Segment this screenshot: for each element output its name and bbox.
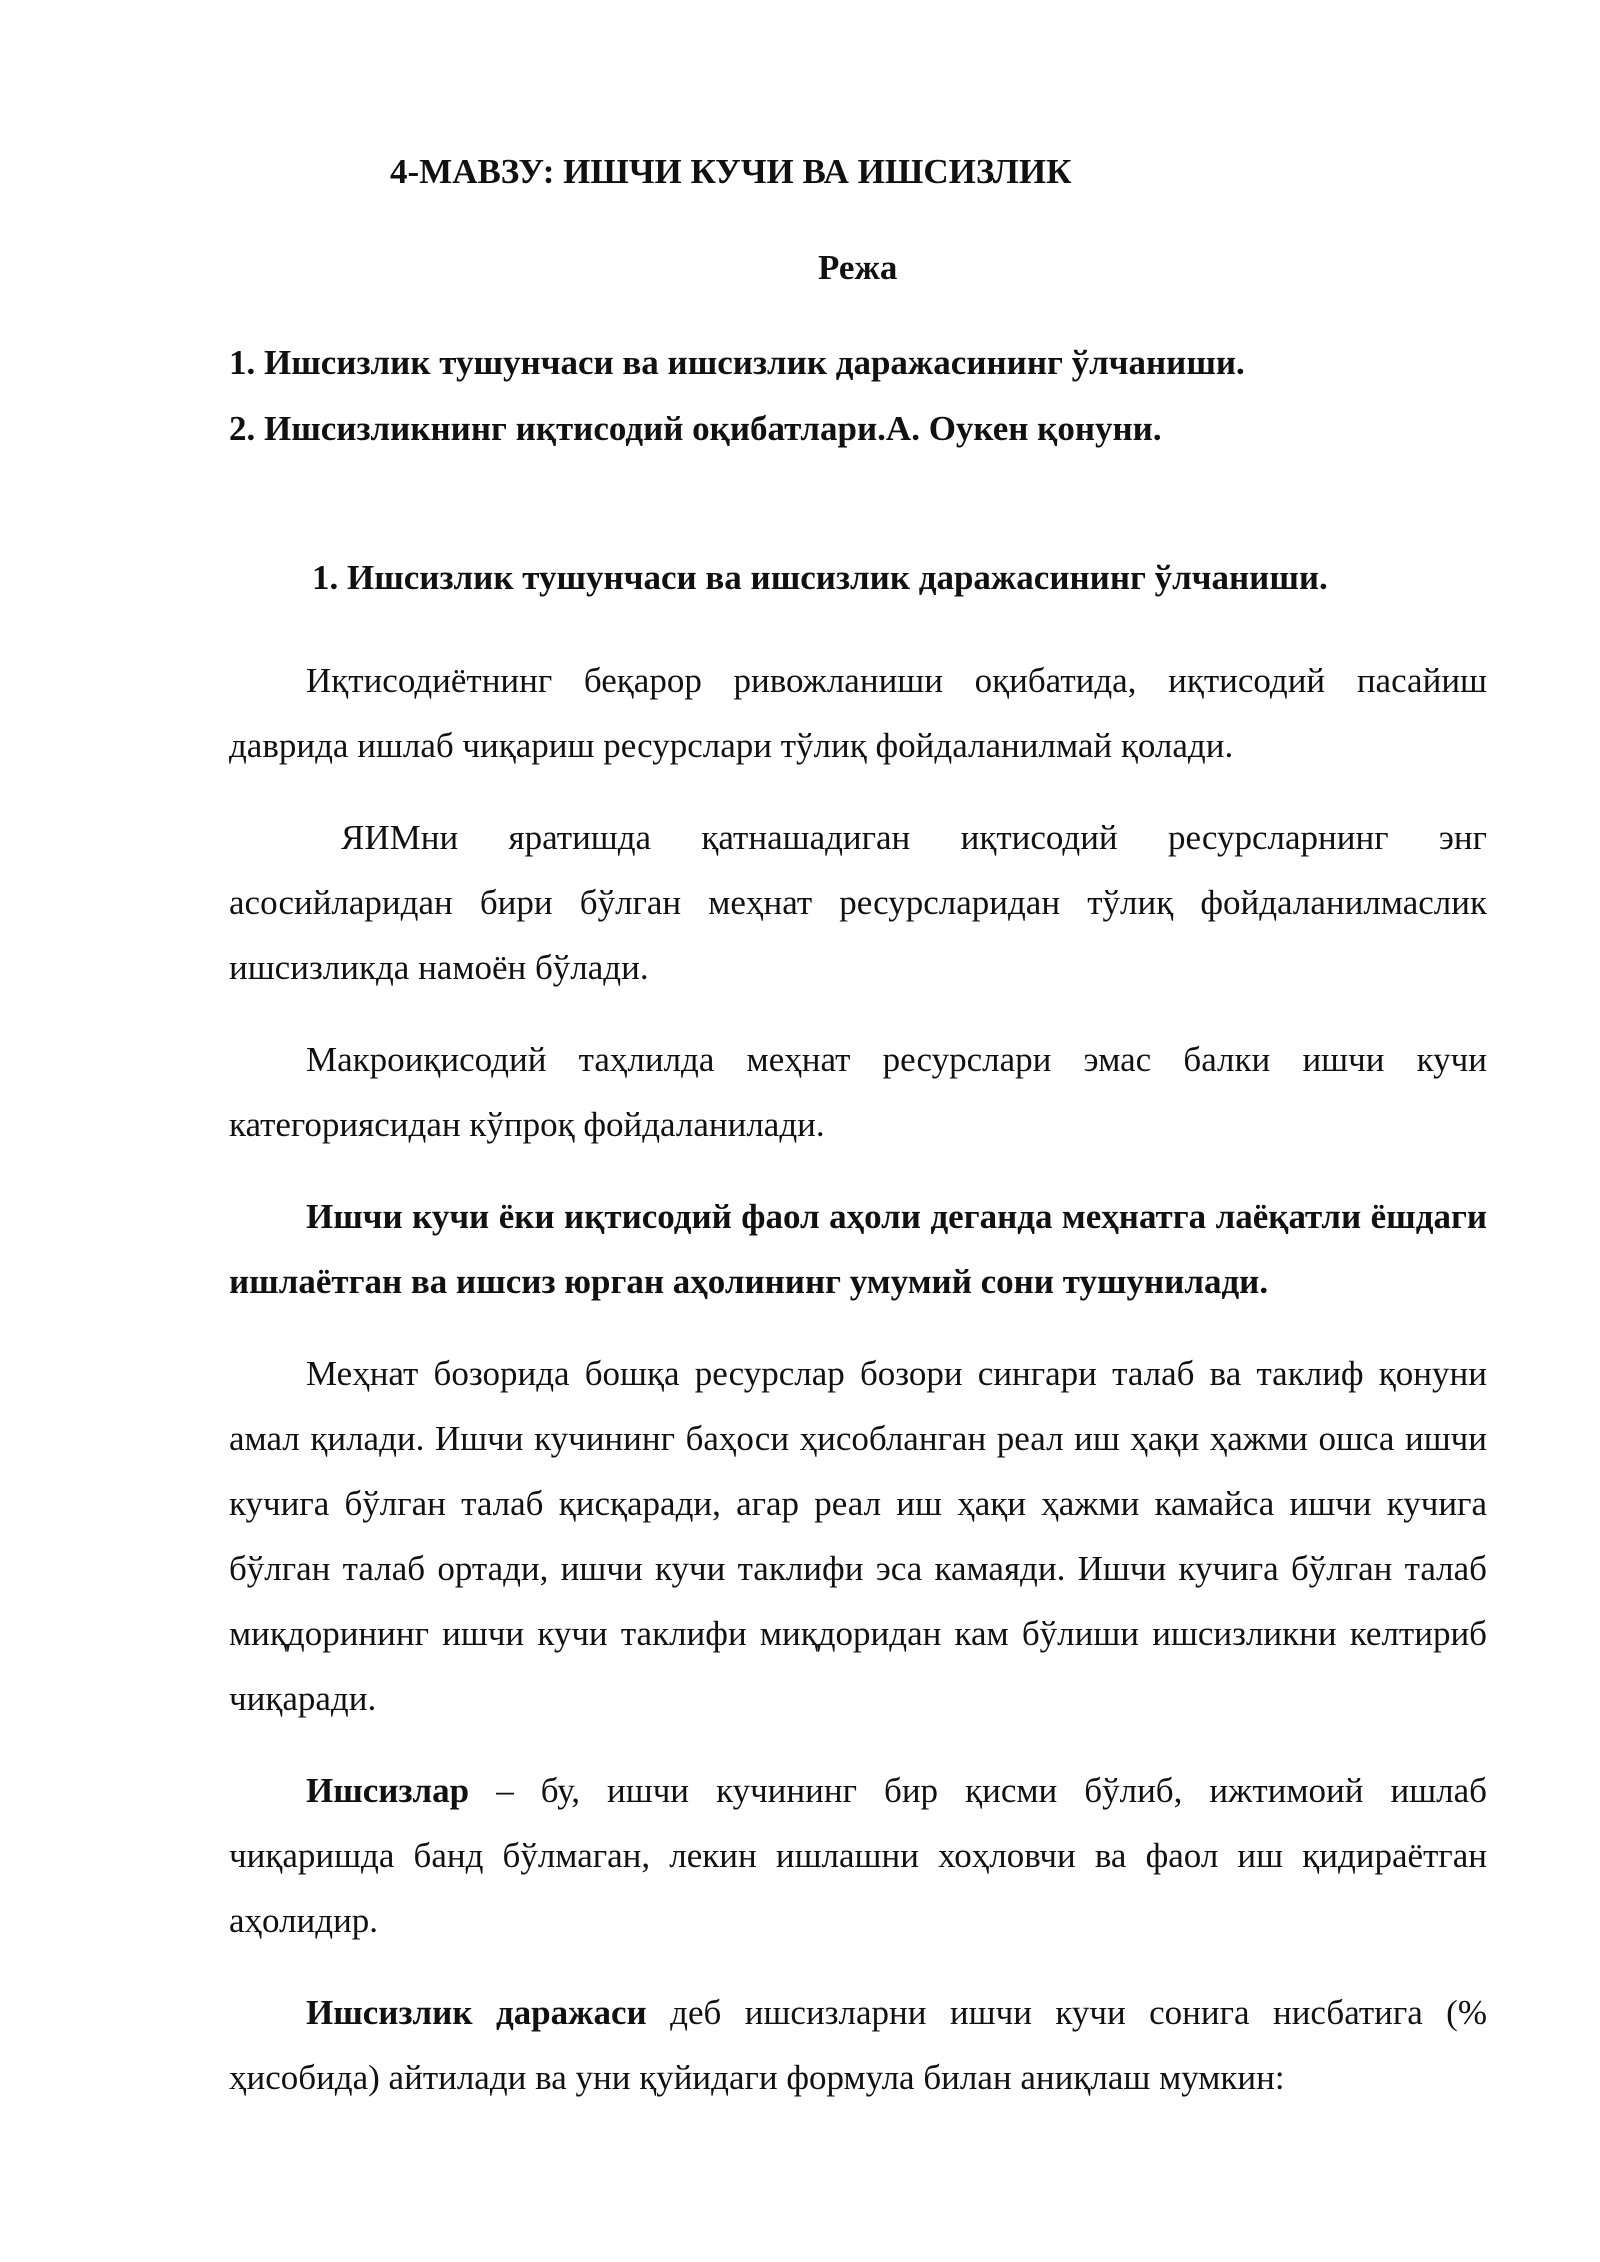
paragraph-5: Меҳнат бозорида бошқа ресурслар бозори сингари талаб ва таклиф қонуни амал қилади. Ишчи кучининг баҳоси ҳисобланган реал иш ҳақи ҳажми ошса ишчи кучига бўлган талаб қисқаради, агар реал иш ҳақи ҳажми камайса ишчи кучига бўлган талаб ортади, ишчи кучи таклифи эса камаяди. Ишчи кучига бўлган талаб миқдорининг ишчи кучи таклифи миқдоридан кам бўлиши ишсизликни келтириб чиқаради. [229,1354,1487,1718]
document-title: 4-МАВЗУ: ИШЧИ КУЧИ ВА ИШСИЗЛИК [390,152,1072,191]
section-body [229,648,1487,2137]
term-unemployed: Ишсизлар [306,1771,470,1810]
paragraph-7-text: деб ишсизларни ишчи кучи сонига нисбатига (% ҳисобида) айтилади ва уни қуйидаги формула билан аниқлаш мумкин: [229,1993,1487,2097]
paragraph-2: ЯИМни яратишда қатнашадиган иқтисодий ресурсларнинг энг асосийларидан бири бўлган меҳнат ресурсларидан тўлиқ фойдаланилмаслик ишсизликда намоён бўлади. [229,818,1487,987]
plan-item-1: 1. Ишсизлик тушунчаси ва ишсизлик даражасининг ўлчаниши. [229,343,1245,382]
plan-list [229,338,1245,470]
paragraph-4-definition: Ишчи кучи ёки иқтисодий фаол аҳоли деганда меҳнатга лаёқатли ёшдаги ишлаётган ва ишсиз юрган аҳолининг умумий сони тушунилади. [229,1197,1487,1301]
section-heading: 1. Ишсизлик тушунчаси ва ишсизлик даражасининг ўлчаниши. [312,558,1328,597]
term-unemployment-rate: Ишсизлик даражаси [306,1993,647,2032]
paragraph-3: Макроиқисодий таҳлилда меҳнат ресурслари эмас балки ишчи кучи категориясидан кўпроқ фойдаланилади. [229,1040,1487,1144]
paragraph-1: Иқтисодиётнинг беқарор ривожланиши оқибатида, иқтисодий пасайиш даврида ишлаб чиқариш ресурслари тўлиқ фойдаланилмай қолади. [229,661,1487,765]
paragraph-6-text: – бу, ишчи кучининг бир қисми бўлиб, ижтимоий ишлаб чиқаришда банд бўлмаган, лекин ишлашни хоҳловчи ва фаол иш қидираётган аҳолидир. [229,1771,1487,1940]
plan-item-2: 2. Ишсизликнинг иқтисодий оқибатлари.А. Оукен қонуни. [229,409,1162,448]
paragraph-6 [229,1758,1487,1953]
plan-heading: Режа [818,248,898,287]
paragraph-7 [229,1980,1487,2110]
